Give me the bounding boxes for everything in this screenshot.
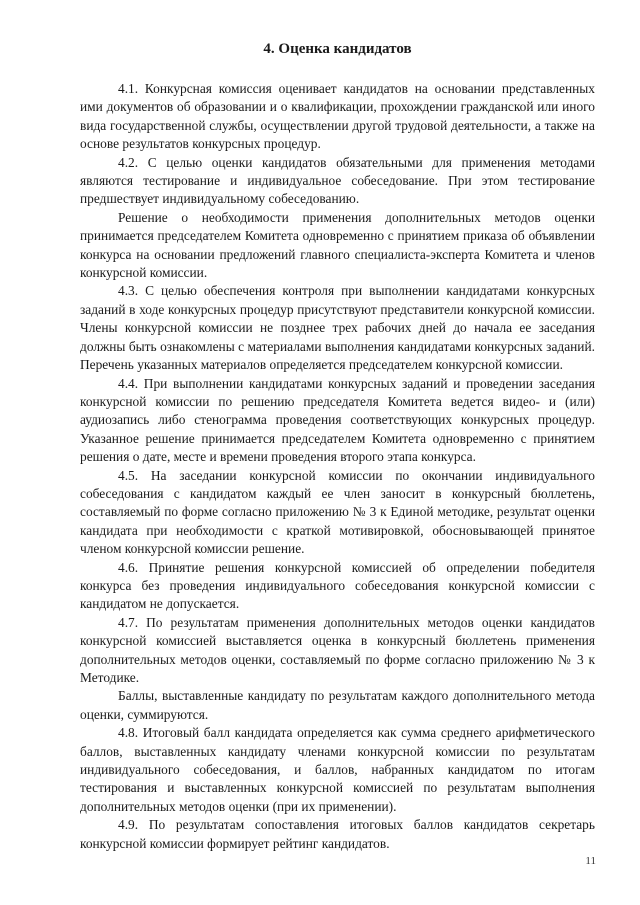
paragraph-4-3: 4.3. С целью обеспечения контроля при выполнении кандидатами конкурсных заданий в ходе конкурсных процедур присутствуют представители конкурсной комиссии. Члены конкурсной комиссии не позднее трех рабочих дней до начала ее заседания должны быть ознакомлены с материалами выполнения кандидатами конкурсных заданий. Перечень указанных материалов определяется председателем конкурсной комиссии. <box>80 283 595 373</box>
paragraph-4-8: 4.8. Итоговый балл кандидата определяется как сумма среднего арифметического баллов, выставленных кандидату членами конкурсной комиссии по результатам индивидуального собеседования, и баллов, набранных кандидатом по итогам тестирования и выставленных конкурсной комиссией по результатам выполнения дополнительных методов оценки (при их применении). <box>80 725 595 814</box>
paragraph-4-9: 4.9. По результатам сопоставления итоговых баллов кандидатов секретарь конкурсной комиссии формирует рейтинг кандидатов. <box>80 817 595 851</box>
paragraph-4-2: 4.2. С целью оценки кандидатов обязательными для применения методами являются тестирование и индивидуальное собеседование. При этом тестирование предшествует индивидуальному собеседованию. <box>80 154 595 207</box>
document-page <box>80 40 595 853</box>
paragraph-4-5: 4.5. На заседании конкурсной комиссии по окончании индивидуального собеседования с кандидатом каждый ее член заносит в конкурсный бюллетень, составляемый по форме согласно приложению № 3 к Единой методике, результат оценки кандидата при необходимости с краткой мотивировкой, обосновывающей принятое членом конкурсной комиссии решение. <box>80 467 595 557</box>
section-heading: 4. Оценка кандидатов <box>263 41 412 57</box>
paragraph-4-6: 4.6. Принятие решения конкурсной комиссией об определении победителя конкурса без проведения индивидуального собеседования конкурсной комиссии с кандидатом не допускается. <box>80 559 595 612</box>
paragraph-4-7: 4.7. По результатам применения дополнительных методов оценки кандидатов конкурсной комиссией выставляется оценка в конкурсный бюллетень применения дополнительных методов оценки, составляемый по форме согласно приложению № 3 к Методике. <box>80 614 595 685</box>
page-number: 11 <box>585 855 596 867</box>
paragraph-additional-methods: Решение о необходимости применения дополнительных методов оценки принимается председателем Комитета одновременно с принятием приказа об объявлении конкурса на основании предложений главного специалиста-эксперта Комитета и членов конкурсной комиссии. <box>80 209 595 281</box>
paragraph-4-1: 4.1. Конкурсная комиссия оценивает кандидатов на основании представленных ими документов об образовании и о квалификации, прохождении гражданской или иного вида государственной службы, осуществлении другой трудовой деятельности, а также на основе результатов конкурсных процедур. <box>80 81 595 152</box>
paragraph-4-4: 4.4. При выполнении кандидатами конкурсных заданий и проведении заседания конкурсной комиссии по решению председателя Комитета ведется видео- и (или) аудиозапись либо стенограмма проведения соответствующих конкурсных процедур. Указанное решение принимается председателем Комитета одновременно с принятием решения о дате, месте и времени проведения второго этапа конкурса. <box>80 375 595 465</box>
paragraph-points-summed: Баллы, выставленные кандидату по результатам каждого дополнительного метода оценки, суммируются. <box>80 688 595 722</box>
